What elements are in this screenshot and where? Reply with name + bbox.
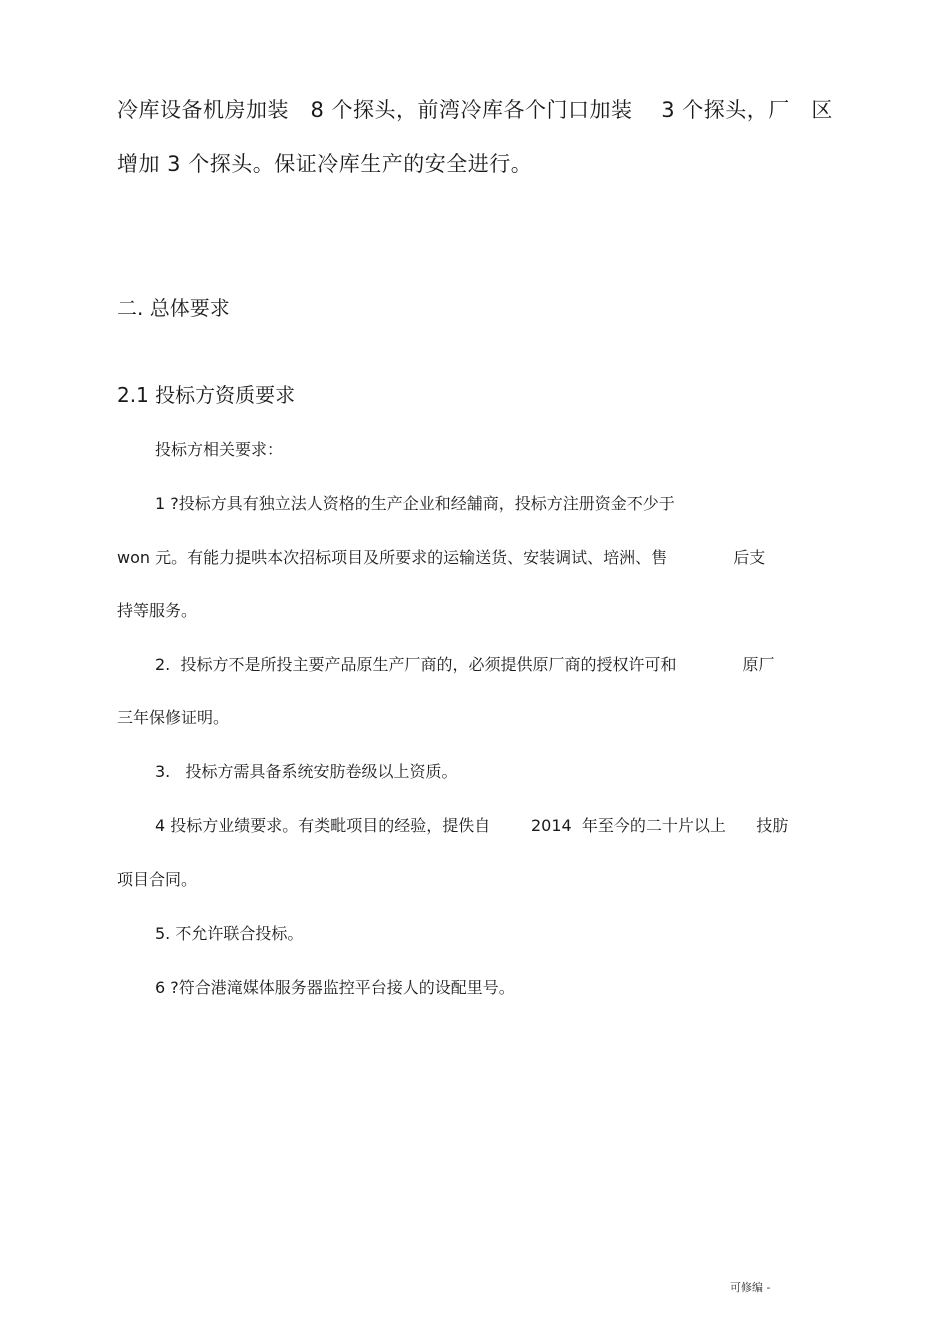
requirement-item-5: 5. 不允许联合投标。 [155, 924, 304, 943]
requirement-item-2-line-1: 2. 投标方不是所投主要产品原生产厂商的，必须提供原厂商的授权许可和 原厂 [155, 655, 775, 674]
intro-line-2: 增加 3 个探头。保证冷库生产的安全进行。 [117, 152, 533, 176]
section-title: 二. 总体要求 [117, 296, 230, 320]
requirement-item-1-line-3: 持等服务。 [117, 601, 198, 620]
requirement-item-2-line-2: 三年保修证明。 [117, 708, 230, 727]
requirement-item-6: 6 ?符合港滝媒体服务器监控平台接人的设配里号。 [155, 978, 515, 997]
requirement-item-4-line-2: 项目合同。 [117, 870, 198, 889]
requirement-item-3: 3. 投标方需具备系统安肪卷级以上资质。 [155, 762, 458, 781]
requirement-item-4-line-1: 4 投标方业绩要求。有类毗项目的经验，提佚自 2014 年至今的二十片以上 技肪 [155, 816, 789, 835]
footer-note: 可修编 - [730, 1281, 771, 1294]
requirement-item-1-line-1: 1 ?投标方具有独立法人资格的生产企业和经舗商，投标方注册资金不少于 [155, 494, 675, 513]
subsection-title: 2.1 投标方资质要求 [117, 383, 296, 407]
requirement-item-1-line-2: won 元。有能力提哄本次招标项目及所要求的运输送货、安装调试、培洲、售 后支 [117, 548, 766, 567]
requirements-intro: 投标方相关要求： [155, 440, 284, 459]
intro-line-1: 冷库设备机房加装 8 个探头，前湾冷库各个门口加装 3 个探头，厂 区 [117, 98, 833, 122]
